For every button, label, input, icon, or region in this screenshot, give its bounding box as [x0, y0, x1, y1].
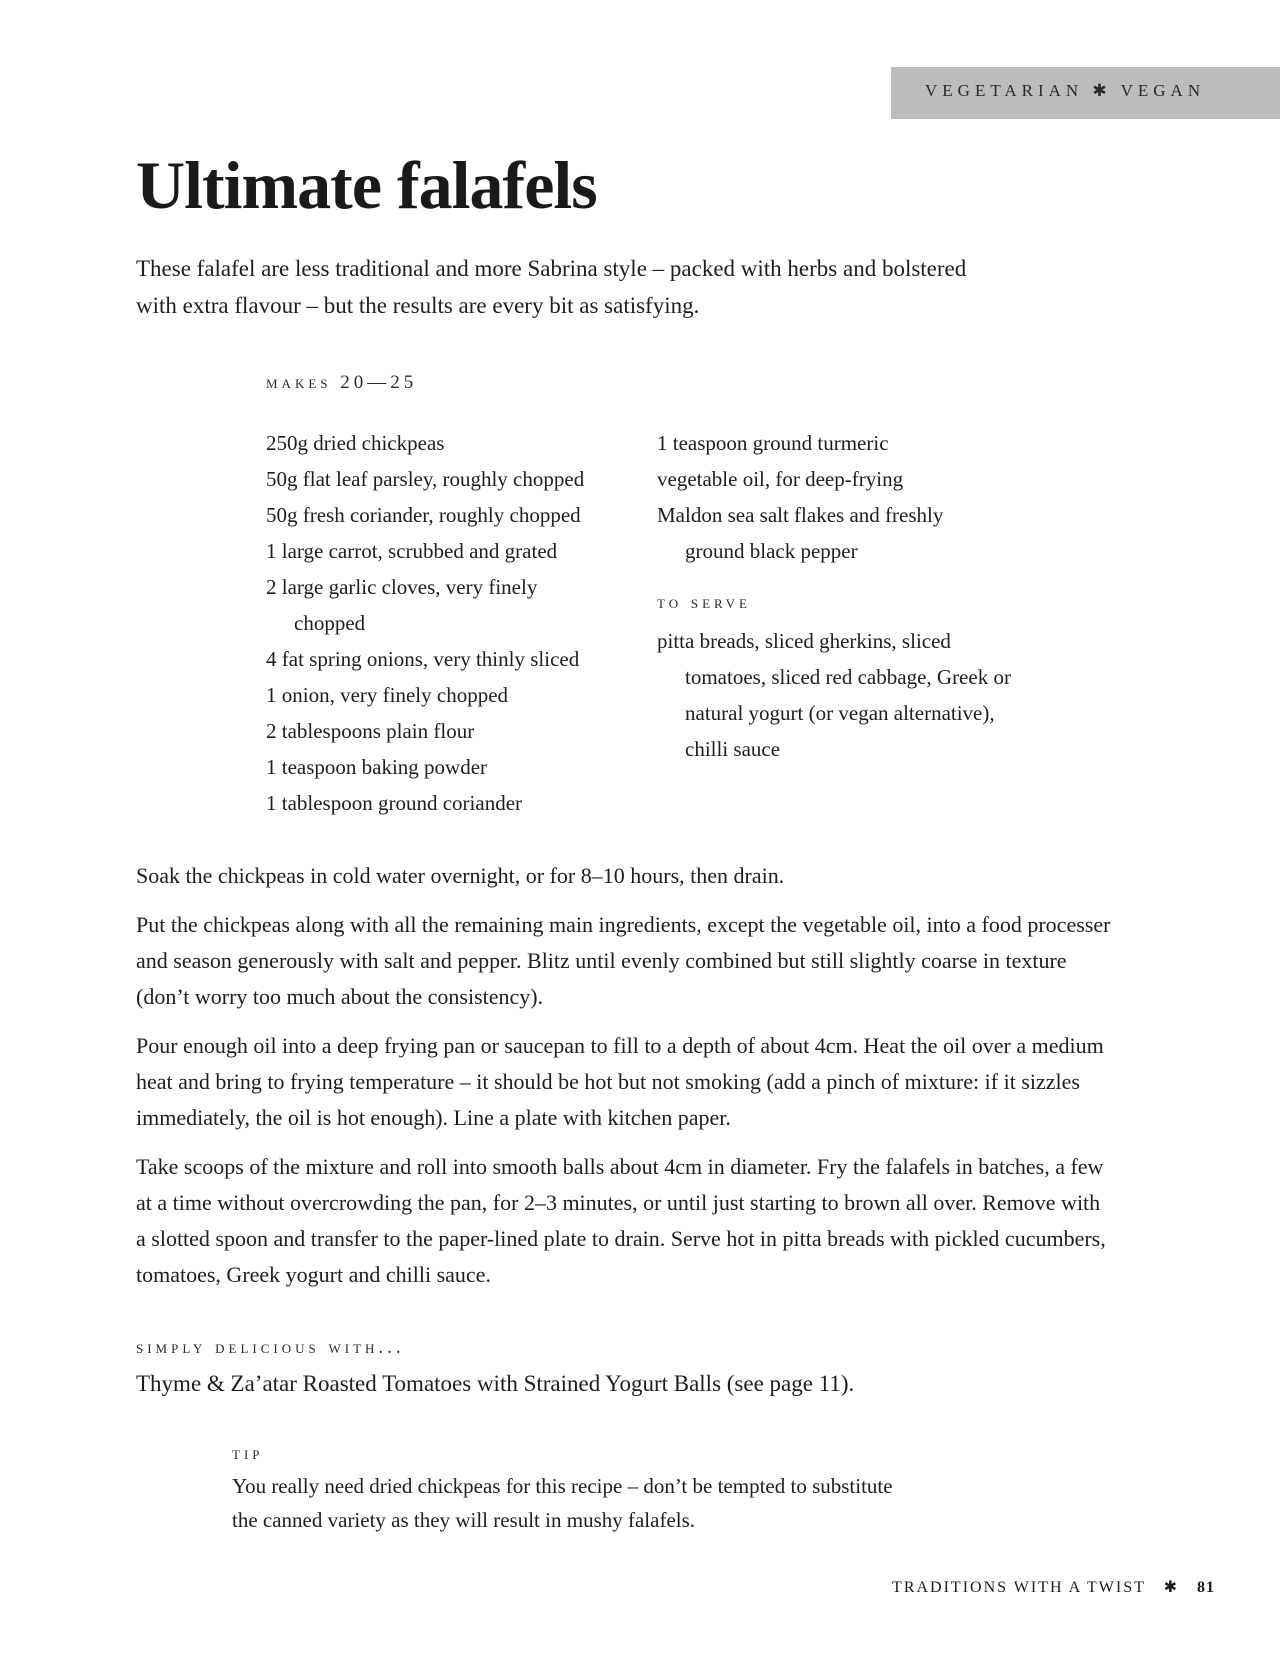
footer-section-label: TRADITIONS WITH A TWIST — [892, 1579, 1146, 1596]
method-step: Take scoops of the mixture and roll into smooth balls about 4cm in diameter. Fry the falafels in batches, a few at a time without overcrowding the pan, for 2–3 minutes, or until just starting to brown all over. Remove with a slotted spoon and transfer to the paper-lined plate to drain. Serve hot in pitta breads with pickled cucumbers, tomatoes, Greek yogurt and chilli sauce. — [136, 1154, 1106, 1287]
method-step: Put the chickpeas along with all the remaining main ingredients, except the vegetable oil, into a food processer and season generously with salt and pepper. Blitz until evenly combined but still slightly coarse in texture (don’t worry too much about the consistency). — [136, 912, 1111, 1009]
ingredient-item: 1 teaspoon baking powder — [266, 755, 488, 779]
section-tab — [891, 67, 1280, 119]
page-number: 81 — [1197, 1579, 1215, 1596]
ingredient-item: 50g fresh coriander, roughly chopped — [266, 503, 581, 527]
page-footer — [892, 1577, 1215, 1597]
ingredient-item: 2 tablespoons plain flour — [266, 719, 475, 743]
tip-heading: tip — [232, 1443, 264, 1464]
tip-text: You really need dried chickpeas for this recipe – don’t be tempted to substitute the canned variety as they will result in mushy falafels. — [232, 1474, 893, 1532]
ingredient-item: 1 onion, very finely chopped — [266, 683, 509, 707]
asterisk-icon: ✱ — [1163, 1579, 1179, 1596]
ingredient-item: Maldon sea salt flakes and freshly ground black pepper — [657, 503, 944, 563]
ingredient-item: vegetable oil, for deep-frying — [657, 467, 904, 491]
ingredient-item: 250g dried chickpeas — [266, 431, 445, 455]
simply-heading: simply delicious with... — [136, 1337, 405, 1358]
method-step: Soak the chickpeas in cold water overnight, or for 8–10 hours, then drain. — [136, 863, 785, 888]
section-tab-label: VEGETARIAN ✱ VEGAN — [925, 81, 1206, 100]
ingredient-item: 1 tablespoon ground coriander — [266, 791, 523, 815]
ingredient-item: 50g flat leaf parsley, roughly chopped — [266, 467, 585, 491]
method — [136, 858, 1111, 1306]
ingredient-item: 1 teaspoon ground turmeric — [657, 431, 889, 455]
to-serve-heading: to serve — [657, 592, 751, 613]
ingredient-item: 4 fat spring onions, very thinly sliced — [266, 647, 580, 671]
ingredient-item: 2 large garlic cloves, very finely chopped — [266, 575, 538, 635]
to-serve-list — [657, 623, 1047, 767]
method-step: Pour enough oil into a deep frying pan or saucepan to fill to a depth of about 4cm. Heat the oil over a medium heat and bring to frying temperature – it should be hot but not smoking (add a pinch of mixture: if it sizzles immediately, the oil is hot enough). Line a plate with kitchen paper. — [136, 1033, 1104, 1130]
simply-text: Thyme & Za’atar Roasted Tomatoes with Strained Yogurt Balls (see page 11). — [136, 1371, 855, 1396]
recipe-intro: These falafel are less traditional and more Sabrina style – packed with herbs and bolstered with extra flavour – but the results are every bit as satisfying. — [136, 256, 967, 318]
recipe-title: Ultimate falafels — [136, 147, 597, 223]
ingredients-right — [657, 425, 1047, 569]
ingredients-left — [266, 425, 646, 821]
yield-label: makes 20—25 — [266, 372, 418, 393]
to-serve-item: pitta breads, sliced gherkins, sliced tomatoes, sliced red cabbage, Greek or natural yogurt (or vegan alternative), chilli sauce — [657, 629, 1011, 761]
ingredient-item: 1 large carrot, scrubbed and grated — [266, 539, 558, 563]
